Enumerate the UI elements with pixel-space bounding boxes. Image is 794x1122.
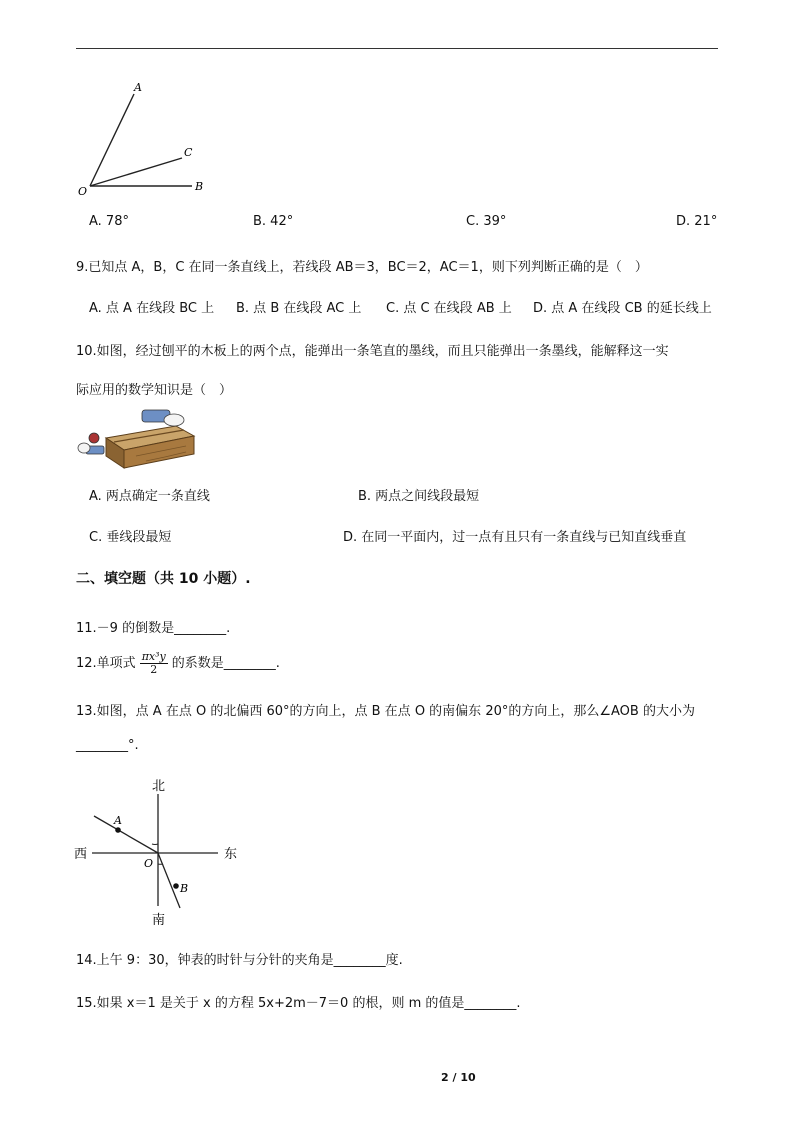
q13-stem-line2: ________°. [76,738,139,753]
label-o: O [78,185,88,198]
label-north: 北 [152,779,166,794]
q8-option-c: C. 39° [466,214,507,229]
header-rule [76,48,718,49]
label-b: B [180,882,189,895]
angle-figure [74,78,214,200]
q9-option-b: B. 点 B 在线段 AC 上 [236,301,362,316]
ray-oc [90,158,182,186]
label-west: 西 [74,847,88,862]
q8-option-d: D. 21° [676,214,718,229]
q9-option-c: C. 点 C 在线段 AB 上 [386,301,512,316]
q11-text: 11.－9 的倒数是________. [76,621,231,636]
point-a [115,827,121,833]
point-b [173,883,179,889]
label-b: B [195,180,204,193]
q9-option-d: D. 点 A 在线段 CB 的延长线上 [533,301,712,316]
q10-option-b: B. 两点之间线段最短 [358,489,480,504]
q10-stem-line1: 10.如图，经过刨平的木板上的两个点，能弹出一条笔直的墨线，而且只能弹出一条墨线，能解释这一实 [76,344,669,359]
ray-oa [94,816,158,853]
q8-option-b: B. 42° [253,214,294,229]
page-number: 2 / 10 [441,1071,476,1084]
label-east: 东 [224,847,238,862]
label-a: A [134,81,142,94]
q14-text: 14.上午 9：30，钟表的时针与分针的夹角是________度. [76,953,403,968]
wood-board-illustration [76,408,200,472]
q10-option-c: C. 垂线段最短 [89,530,172,545]
q12-suffix: 的系数是________. [171,656,280,671]
q10-option-a: A. 两点确定一条直线 [89,489,210,504]
section-title: 二、填空题（共 10 小题）. [76,571,251,587]
compass-figure [72,774,252,928]
q12-prefix: 12.单项式 [76,656,136,671]
q10-option-d: D. 在同一平面内，过一点有且只有一条直线与已知直线垂直 [343,530,687,545]
label-c: C [184,146,193,159]
label-o: O [144,857,154,870]
ray-ob [158,853,180,908]
q9-stem: 9.已知点 A，B，C 在同一条直线上，若线段 AB＝3，BC＝2，AC＝1，则下列判断正确的是（ ） [76,260,648,275]
q9-option-a: A. 点 A 在线段 BC 上 [89,301,215,316]
q12-frac-numerator: πx³y [141,650,166,663]
q10-stem-line2: 际应用的数学知识是（ ） [76,383,233,398]
q8-option-a: A. 78° [89,214,129,229]
q13-stem-line1: 13.如图，点 A 在点 O 的北偏西 60°的方向上，点 B 在点 O 的南偏东 20°的方向上，那么∠AOB 的大小为 [76,704,695,719]
label-south: 南 [152,913,166,928]
q15-text: 15.如果 x＝1 是关于 x 的方程 5x+2m－7＝0 的根，则 m 的值是________. [76,996,521,1011]
q12-frac-denominator: 2 [150,663,158,676]
ray-oa [90,94,134,186]
label-a: A [114,814,122,827]
q12-fraction [140,651,168,676]
q12-line [76,651,280,676]
